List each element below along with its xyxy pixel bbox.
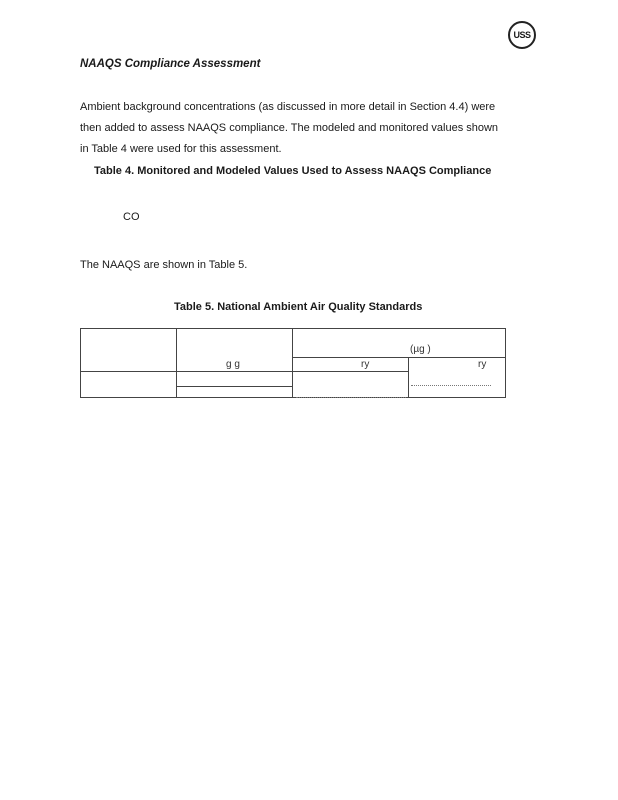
logo-text: USS — [513, 30, 531, 40]
table5-header-rule — [292, 357, 506, 358]
table4-title: Table 4. Monitored and Modeled Values Used to Assess NAAQS Compliance — [94, 165, 492, 177]
table4-row-label: CO — [123, 211, 140, 223]
paragraph-line-3: in Table 4 were used for this assessment. — [80, 143, 282, 155]
intro-paragraph — [80, 97, 540, 160]
table5 — [80, 328, 506, 398]
naaqs-sentence: The NAAQS are shown in Table 5. — [80, 259, 248, 271]
paragraph-line-2: then added to assess NAAQS compliance. The modeled and monitored values shown — [80, 122, 499, 134]
table5-col4-header: ry — [478, 359, 487, 370]
faded-text-mark — [411, 385, 491, 386]
section-title: NAAQS Compliance Assessment — [80, 58, 261, 70]
table5-title: Table 5. National Ambient Air Quality Standards — [174, 301, 423, 313]
paragraph-line-1: Ambient background concentrations (as discussed in more detail in Section 4.4) were — [80, 101, 496, 113]
company-logo — [508, 21, 536, 49]
faded-text-mark — [296, 397, 406, 398]
table5-units-header: (µg ) — [410, 344, 431, 355]
table5-row-rule-1 — [81, 371, 408, 372]
table5-row-rule-2 — [176, 386, 292, 387]
table5-col3-header: ry — [361, 359, 370, 370]
table5-col-divider-3 — [408, 357, 409, 397]
table5-col-divider-2 — [292, 329, 293, 397]
table5-col2-header: g g — [226, 359, 240, 370]
